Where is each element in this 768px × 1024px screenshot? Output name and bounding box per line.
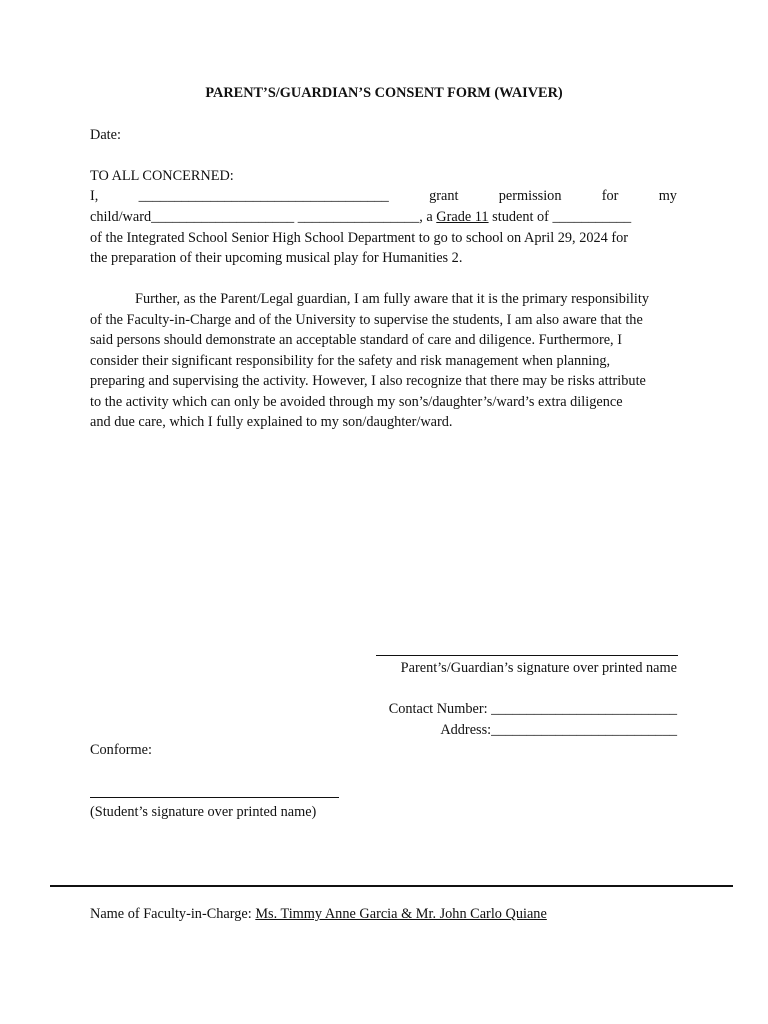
form-title: PARENT’S/GUARDIAN’S CONSENT FORM (WAIVER) xyxy=(205,85,563,101)
date-label: Date: xyxy=(90,127,121,143)
address-blank[interactable]: __________________________ xyxy=(491,722,677,738)
guardian-name-blank: ___________________________________ xyxy=(138,188,389,204)
para2-line: Further, as the Parent/Legal guardian, I am fully aware that it is the primary responsibility xyxy=(135,291,649,307)
contact-number-label: Contact Number: xyxy=(388,701,488,717)
address-label: Address: xyxy=(440,722,492,738)
para1-childward: child/ward xyxy=(90,209,152,225)
conforme-label: Conforme: xyxy=(90,742,152,758)
para1-line4: the preparation of their upcoming musical play for Humanities 2. xyxy=(90,250,463,266)
para2-line: preparing and supervising the activity. However, I also recognize that there may be risks attribute xyxy=(90,373,646,389)
parent-signature-caption: Parent’s/Guardian’s signature over printed name xyxy=(400,660,677,676)
faculty-row xyxy=(90,904,547,924)
parent-signature-line[interactable] xyxy=(376,655,678,656)
child-name-blank-1: ____________________ xyxy=(151,209,295,225)
student-signature-caption: (Student’s signature over printed name) xyxy=(90,804,317,820)
address-row xyxy=(440,720,677,740)
para1-a: , a xyxy=(419,209,433,225)
contact-number-blank[interactable]: __________________________ xyxy=(491,701,677,717)
para2-line: said persons should demonstrate an acceptable standard of care and diligence. Furthermore, I xyxy=(90,332,622,348)
para2-line: to the activity which can only be avoided through my son’s/daughter’s/ward’s extra diligence xyxy=(90,394,623,410)
section-blank: ___________ xyxy=(552,209,632,225)
para1-my: my xyxy=(658,188,677,204)
faculty-names: Ms. Timmy Anne Garcia & Mr. John Carlo Quiane xyxy=(255,906,547,922)
student-signature-line[interactable] xyxy=(90,797,339,798)
para1-permission: permission xyxy=(498,188,562,204)
grade-level: Grade 11 xyxy=(436,209,489,225)
para1-student-of: student of xyxy=(492,209,549,225)
faculty-label: Name of Faculty-in-Charge: xyxy=(90,906,252,922)
contact-number-row xyxy=(389,699,677,719)
child-name-blank-2: _________________ xyxy=(297,209,420,225)
para1-line3: of the Integrated School Senior High School Department to go to school on April 29, 2024 for xyxy=(90,230,629,246)
salutation: TO ALL CONCERNED: xyxy=(90,168,234,184)
footer-divider xyxy=(50,885,733,887)
para1-for: for xyxy=(601,188,619,204)
para1-line1 xyxy=(90,186,677,206)
para2-line: consider their significant responsibility for the safety and risk management when planning, xyxy=(90,353,611,369)
para1-grant: grant xyxy=(429,188,459,204)
para1-line2 xyxy=(90,207,631,227)
para1-i: I, xyxy=(90,188,99,204)
para2-line: of the Faculty-in-Charge and of the University to supervise the students, I am also aware that the xyxy=(90,312,643,328)
para2-line: and due care, which I fully explained to my son/daughter/ward. xyxy=(90,414,453,430)
